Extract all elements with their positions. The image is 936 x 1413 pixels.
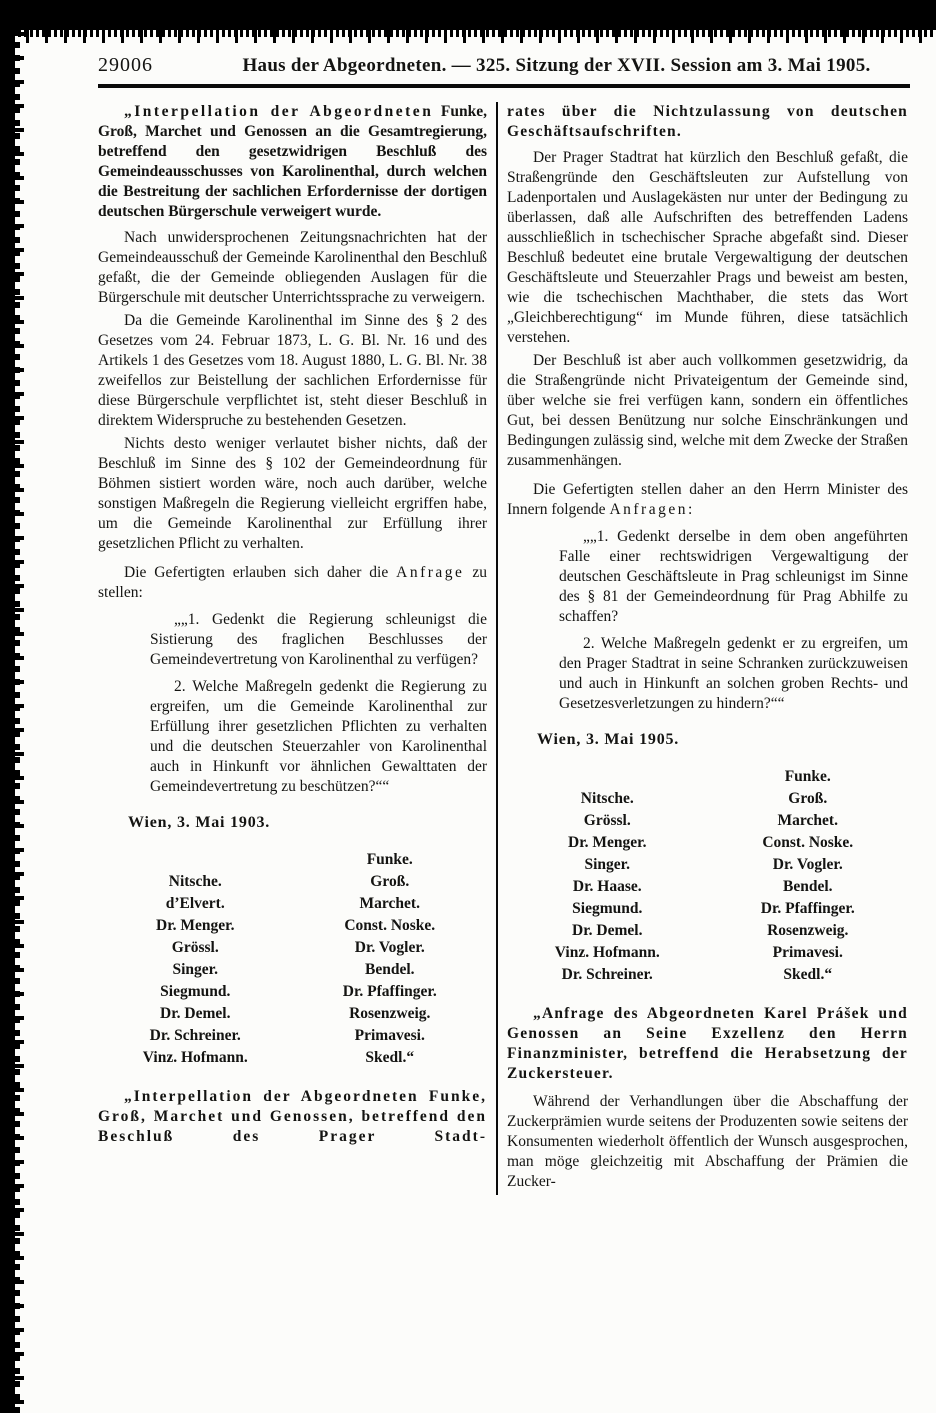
- signature-item: Skedl.“: [365, 1049, 415, 1066]
- signature-item: Primavesi.: [354, 1027, 425, 1044]
- interpellation1-para2: Da die Gemeinde Karolinenthal im Sinne des § 2 des Gesetzes vom 24. Februar 1873, L. G. Bl. Nr. 16 und des Artikels 1 des Gesetzes vom 18. August 1880, L. G. Bl. Nr. 38 zweifellos zur Beistellung der sachlichen Erfordernisse für diese Bürgerschule verpflichtet ist, steht dieser Beschluß in direktem Widerspruche zu bestehenden Gesetzen.: [98, 312, 487, 429]
- ask-pre: Die Gefertigten stellen daher an den Herrn Minister des Innern folgende: [507, 481, 908, 518]
- signature-item: Rosenzweig.: [349, 1005, 431, 1022]
- ask-pre: Die Gefertigten erlauben sich daher die: [124, 564, 397, 581]
- signature-item: Dr. Demel.: [160, 1005, 231, 1022]
- signature-item: Dr. Haase.: [572, 878, 642, 895]
- ask-emph: Anfrage: [396, 564, 465, 581]
- signature-item: Nitsche.: [580, 790, 634, 807]
- columns: [98, 102, 910, 1195]
- signature-item: Marchet.: [777, 812, 838, 829]
- signature-item: Nitsche.: [168, 873, 222, 890]
- signature-item: Grössl.: [583, 812, 631, 829]
- signature-item: Siegmund.: [572, 900, 643, 917]
- ask-emph: Anfragen: [609, 501, 688, 518]
- signature-item: Dr. Pfaffinger.: [342, 983, 437, 1000]
- signature-column-b: [293, 849, 488, 1069]
- interpellation2-question1: „„1. Gedenkt derselbe in dem oben angeführten Falle einer rechtswidrigen Vergewaltigung der deutschen Geschäftsleute in Prag schleunigst im Sinne des § 81 der Gemeindeordnung für Prag Abhilfe zu schaffen?: [559, 528, 908, 625]
- interpellation2-para2: Der Beschluß ist aber auch vollkommen gesetzwidrig, da die Straßengründe nicht Privateigentum der Gemeinde sind, über welche sie frei verfügen kann, sondern ein öffentliches Gut, bei dessen Benützung nur solche Einschränkungen und Bedingungen zulässig sind, welche mit dem Zwecke der Straßen zusammenhängen.: [507, 352, 908, 469]
- interpellation1-para1: Nach unwidersprochenen Zeitungsnachrichten hat der Gemeindeausschuß der Gemeinde Karolinenthal den Beschluß gefaßt, die der Gemeinde obliegenden Auslagen für die Bürgerschule mit deutscher Unterrichtssprache zu verweigern.: [98, 229, 487, 306]
- signature-column-a: [507, 766, 708, 986]
- header-rule: [98, 84, 910, 88]
- signature-item: Singer.: [172, 961, 218, 978]
- signature-item: Groß.: [370, 873, 410, 890]
- page-header: Haus der Abgeordneten. — 325. Sitzung der XVII. Session am 3. Mai 1905.: [242, 55, 871, 76]
- signature-item: Funke.: [366, 851, 413, 868]
- page-number: 29006: [98, 54, 153, 76]
- page-content: [98, 54, 910, 1195]
- signature-item: Groß.: [788, 790, 828, 807]
- signature-item: Bendel.: [782, 878, 833, 895]
- signature-item: Dr. Demel.: [572, 922, 643, 939]
- signature-item: Singer.: [584, 856, 630, 873]
- anfrage3-heading: „Anfrage des Abgeordneten Karel Prášek und Genossen an Seine Exzellenz den Herrn Finanzminister, betreffend die Herabsetzung der Zuckersteuer.: [507, 1005, 908, 1082]
- scan-edge-left: [0, 0, 15, 1413]
- interpellation1-question1: „„1. Gedenkt die Regierung schleunigst die Sistierung des fraglichen Beschlusses der Gemeindevertretung von Karolinenthal zu verfügen?: [150, 611, 487, 668]
- interpellation1-para3: Nichts desto weniger verlautet bisher nichts, daß der Beschluß im Sinne des § 102 der Gemeindeordnung für Böhmen sistiert worden wäre, noch auch darüber, welche sonstigen Maßregeln die Regierung vielleicht ergriffen habe, um die Gemeinde Karolinenthal zur Erfüllung ihrer gesetzlichen Pflicht zu verhalten.: [98, 435, 487, 552]
- signature-item: Bendel.: [364, 961, 415, 978]
- interpellation2-date: Wien, 3. Mai 1905.: [537, 731, 680, 748]
- interpellation2-heading-left: „Interpellation der Abgeordneten Funke, Groß, Marchet und Genossen, betreffend den Beschluß des Prager Stadt-: [98, 1088, 487, 1145]
- column-divider: [496, 102, 498, 1195]
- signature-item: Const. Noske.: [344, 917, 436, 934]
- interpellation2-signatures: [507, 766, 908, 986]
- signature-item: Siegmund.: [160, 983, 231, 1000]
- signature-item: Grössl.: [171, 939, 219, 956]
- right-column: [507, 102, 908, 1195]
- signature-item: Dr. Menger.: [568, 834, 647, 851]
- signature-item: Const. Noske.: [762, 834, 854, 851]
- interpellation2-question2: 2. Welche Maßregeln gedenkt er zu ergreifen, um den Prager Stadtrat in seine Schranken zurückzuweisen und auch in Hinkunft an solchen groben Rechts- und Gesetzesverletzungen zu hindern?““: [559, 635, 908, 712]
- signature-item: Dr. Vogler.: [772, 856, 843, 873]
- signature-item: d’Elvert.: [165, 895, 225, 912]
- interpellation1-question2: 2. Welche Maßregeln gedenkt die Regierung zu ergreifen, um die Gemeinde Karolinenthal zur Erfüllung ihrer gesetzlichen Pflichten zu verhalten und die deutschen Steuerzahler von Karolinenthal auch in Hinkunft vor ähnlichen Gewalttaten der Gemeindevertretung zu beschützen?““: [150, 678, 487, 795]
- scan-edge-top: [0, 0, 936, 30]
- signature-item: Dr. Schreiner.: [561, 966, 653, 983]
- signature-item: Vinz. Hofmann.: [554, 944, 660, 961]
- ask-post: zu stellen:: [98, 564, 487, 601]
- page-header-row: [98, 54, 910, 77]
- signature-item: Dr. Vogler.: [354, 939, 425, 956]
- interpellation2-ask: [507, 480, 908, 520]
- interpellation1-heading-spaced: „Interpellation der Abgeordneten: [124, 103, 434, 120]
- interpellation1-heading: [98, 102, 487, 222]
- signature-column-a: [98, 849, 293, 1069]
- signature-column-b: [708, 766, 909, 986]
- interpellation1-signatures: [98, 849, 487, 1069]
- left-column: [98, 102, 487, 1195]
- signature-item: Dr. Schreiner.: [149, 1027, 241, 1044]
- signature-item: Dr. Pfaffinger.: [760, 900, 855, 917]
- interpellation2-heading-right: rates über die Nichtzulassung von deutschen Geschäftsaufschriften.: [507, 103, 908, 140]
- interpellation1-date: Wien, 3. Mai 1903.: [128, 814, 271, 831]
- anfrage3-para1: Während der Verhandlungen über die Abschaffung der Zuckerprämien wurde seitens der Produzenten sowie seitens der Konsumenten wiederholt öffentlich der Wunsch ausgesprochen, man möge gleichzeitig mit Abschaffung der Prämien die Zucker-: [507, 1093, 908, 1190]
- signature-item: Marchet.: [359, 895, 420, 912]
- interpellation1-ask: [98, 563, 487, 603]
- signature-item: Vinz. Hofmann.: [142, 1049, 248, 1066]
- interpellation2-para1: Der Prager Stadtrat hat kürzlich den Beschluß gefaßt, die Straßengründe den Geschäftsleuten zur Aufstellung von Ladenportalen und Auslagekästen nur unter der Bedingung zu überlassen, daß alle Aufschriften des betreffenden Ladens ausschließlich in tschechischer Sprache abgefaßt sind. Dieser Beschluß bedeutet eine brutale Vergewaltigung der deutschen Geschäftsleute und Steuerzahler Prags und beweist am besten, wie die tschechischen Machthaber, die stets das Wort „Gleichberechtigung“ im Munde führen, diese tatsächlich verstehen.: [507, 149, 908, 346]
- signature-item: Skedl.“: [783, 966, 833, 983]
- ask-post: :: [687, 501, 693, 518]
- signature-item: Dr. Menger.: [156, 917, 235, 934]
- signature-item: Rosenzweig.: [767, 922, 849, 939]
- signature-item: Primavesi.: [772, 944, 843, 961]
- signature-item: Funke.: [784, 768, 831, 785]
- interpellation1-heading-rest: Funke, Groß, Marchet und Genossen an die Gesamtregierung, betreffend den gesetzwidrigen Beschluß des Gemeindeausschusses von Karolinenthal, durch welchen die Bestreitung der sachlichen Erfordernisse der dortigen deutschen Bürgerschule verweigert wurde.: [98, 103, 487, 220]
